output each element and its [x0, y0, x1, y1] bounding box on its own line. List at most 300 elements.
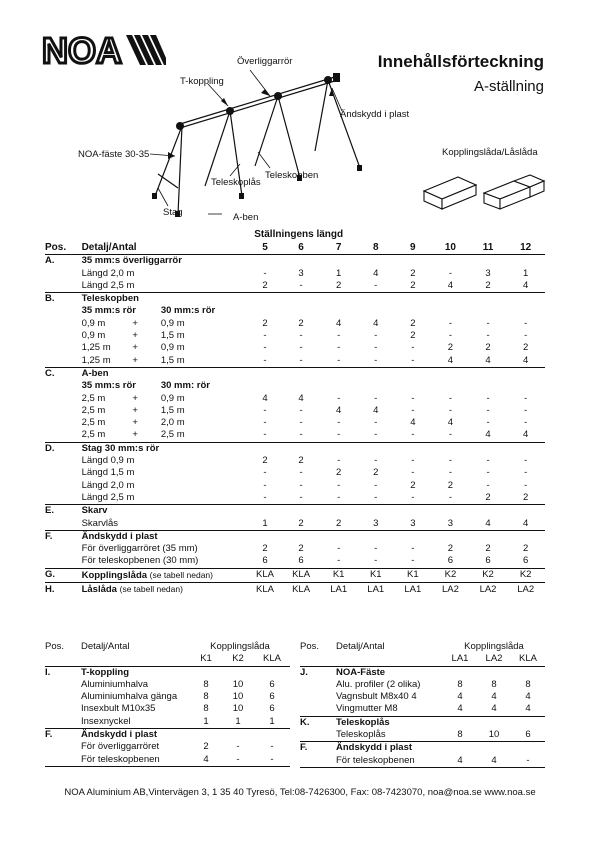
- table-row: [300, 742, 545, 755]
- empty-cell: [190, 666, 222, 679]
- empty-cell: [431, 442, 470, 455]
- value-cell: -: [270, 741, 274, 753]
- value-cell: -: [263, 491, 267, 503]
- value-cell: -: [524, 330, 528, 342]
- value-cell: 3: [410, 517, 416, 529]
- value-cell: -: [270, 753, 274, 765]
- value-cell: -: [263, 479, 267, 491]
- size-b: 1,5 m: [160, 354, 185, 366]
- sub-header: 30 mm:s rör: [160, 305, 216, 317]
- group-title: [82, 583, 249, 597]
- col-header: LA2: [485, 653, 503, 665]
- value-cell: -: [374, 543, 378, 555]
- value-cell: 4: [203, 753, 209, 765]
- table-row: [300, 666, 545, 679]
- empty-cell: [470, 305, 507, 317]
- empty-cell: [282, 380, 321, 392]
- page-title: Innehållsförteckning: [377, 52, 544, 71]
- value-cell: KLA: [248, 568, 282, 582]
- group-title: A-ben: [82, 367, 249, 380]
- value-cell: -: [263, 342, 267, 354]
- empty-cell: [282, 530, 321, 543]
- empty-cell: [506, 293, 545, 306]
- table-row: [45, 330, 545, 342]
- row-label: Längd 1,5 m: [81, 467, 135, 479]
- empty-cell: [45, 741, 81, 753]
- length-col: 10: [444, 242, 456, 253]
- pos-cell: I.: [45, 666, 81, 679]
- empty-cell: [431, 305, 470, 317]
- value-cell: K2: [506, 568, 545, 582]
- page-subtitle: A-ställning: [473, 78, 544, 95]
- empty-cell: [470, 530, 507, 543]
- length-col: 6: [298, 242, 304, 253]
- empty-cell: [431, 530, 470, 543]
- col-header: K1: [200, 653, 212, 665]
- value-cell: -: [448, 455, 453, 467]
- value-cell: -: [486, 317, 490, 329]
- row-label: Längd 2,5 m: [81, 279, 135, 291]
- empty-cell: [45, 455, 82, 467]
- value-cell: -: [486, 467, 490, 479]
- value-cell: -: [263, 404, 267, 416]
- value-cell: 8: [457, 678, 463, 690]
- empty-cell: [45, 355, 82, 368]
- pos-header: Pos.: [45, 242, 67, 253]
- label-andskydd: Ändskydd i plast: [340, 109, 410, 120]
- row-label: Skarvlås: [81, 517, 119, 529]
- value-cell: 4: [491, 691, 497, 703]
- value-cell: 2: [298, 543, 304, 555]
- value-cell: 4: [485, 354, 491, 366]
- empty-cell: [45, 716, 81, 729]
- value-cell: -: [448, 467, 453, 479]
- sub-header: 35 mm:s rör: [81, 380, 136, 392]
- value-cell: 2: [523, 491, 529, 503]
- value-cell: -: [299, 330, 303, 342]
- empty-cell: [470, 380, 507, 392]
- value-cell: 3: [298, 267, 304, 279]
- row-label: Insexnyckel: [81, 715, 131, 727]
- value-cell: 2: [262, 455, 268, 467]
- group-title-text: Kopplingslåda: [81, 569, 148, 581]
- empty-cell: [248, 305, 282, 317]
- value-cell: 2: [410, 279, 416, 291]
- value-cell: -: [524, 317, 528, 329]
- pos-cell: G.: [45, 568, 82, 582]
- empty-cell: [300, 767, 336, 768]
- empty-cell: [511, 767, 545, 768]
- value-cell: 2: [447, 342, 454, 354]
- empty-cell: [431, 505, 470, 518]
- value-cell: -: [524, 417, 528, 429]
- value-cell: 2: [203, 741, 209, 753]
- pos-cell: F.: [45, 729, 81, 742]
- value-cell: 2: [523, 342, 529, 354]
- size-b: 0,9 m: [160, 317, 185, 329]
- table-row: [45, 530, 545, 543]
- value-cell: KLA: [282, 568, 321, 582]
- plus-sign: +: [132, 392, 138, 404]
- row-label: Längd 2,5 m: [81, 491, 135, 503]
- table-row: [45, 480, 545, 492]
- value-cell: 1: [262, 517, 268, 529]
- table-row: [45, 367, 545, 380]
- pos-cell: E.: [45, 505, 82, 518]
- value-cell: -: [337, 555, 341, 567]
- value-cell: 10: [232, 703, 244, 715]
- value-cell: -: [448, 491, 453, 503]
- value-cell: LA1: [395, 583, 432, 597]
- value-cell: -: [524, 467, 528, 479]
- empty-cell: [45, 330, 82, 342]
- empty-cell: [336, 653, 443, 666]
- value-cell: 6: [525, 729, 531, 741]
- empty-cell: [470, 442, 507, 455]
- value-cell: -: [299, 417, 303, 429]
- main-table: [45, 229, 545, 596]
- table-row: [45, 268, 545, 280]
- value-cell: 4: [523, 429, 529, 441]
- value-cell: 10: [232, 691, 244, 703]
- empty-cell: [320, 530, 357, 543]
- empty-cell: [282, 505, 321, 518]
- value-cell: 4: [373, 317, 379, 329]
- section-title: T-koppling: [81, 666, 190, 679]
- value-cell: 2: [447, 543, 454, 555]
- label-teleskopben: Teleskopben: [265, 170, 319, 181]
- value-cell: K1: [357, 568, 395, 582]
- value-cell: 4: [410, 417, 416, 429]
- value-cell: 2: [447, 479, 454, 491]
- row-label: För teleskopbenen (30 mm): [81, 555, 199, 567]
- pos-cell: C.: [45, 367, 82, 380]
- value-cell: 6: [523, 555, 529, 567]
- value-cell: -: [374, 354, 378, 366]
- group-title: Teleskopben: [82, 293, 249, 306]
- detail-header: Detalj/Antal: [81, 641, 130, 652]
- value-cell: 2: [298, 517, 304, 529]
- value-cell: -: [448, 317, 453, 329]
- value-cell: -: [299, 467, 303, 479]
- value-cell: -: [337, 429, 341, 441]
- empty-cell: [300, 653, 336, 666]
- section-title: Ändskydd i plast: [336, 742, 443, 755]
- value-cell: -: [448, 330, 453, 342]
- value-cell: 4: [447, 354, 454, 366]
- empty-cell: [357, 305, 395, 317]
- empty-cell: [320, 367, 357, 380]
- value-cell: 2: [410, 317, 416, 329]
- value-cell: 4: [262, 392, 268, 404]
- row-label: För överliggarröret: [81, 741, 160, 753]
- value-cell: LA2: [470, 583, 507, 597]
- empty-cell: [477, 666, 511, 679]
- value-cell: -: [524, 455, 528, 467]
- length-col: 5: [262, 242, 268, 253]
- empty-cell: [45, 703, 81, 715]
- value-cell: 1: [203, 715, 209, 727]
- empty-cell: [395, 530, 432, 543]
- empty-cell: [282, 367, 321, 380]
- length-header: Ställningens längd: [254, 229, 344, 241]
- empty-cell: [282, 255, 321, 268]
- empty-cell: [443, 666, 477, 679]
- table-row: [300, 691, 545, 703]
- main-table-body: [45, 255, 545, 597]
- value-cell: 4: [491, 754, 497, 766]
- empty-cell: [506, 367, 545, 380]
- size-b: 0,9 m: [160, 342, 185, 354]
- empty-cell: [506, 442, 545, 455]
- empty-cell: [254, 729, 290, 742]
- value-cell: 2: [262, 543, 268, 555]
- empty-cell: [45, 380, 82, 392]
- table-row: [45, 280, 545, 293]
- table-row: [45, 393, 545, 405]
- empty-cell: [45, 342, 82, 354]
- value-cell: K2: [470, 568, 507, 582]
- a-frame-diagram: [70, 56, 430, 231]
- plus-sign: +: [132, 429, 138, 441]
- value-cell: 8: [203, 703, 209, 715]
- empty-cell: [431, 367, 470, 380]
- empty-cell: [45, 429, 82, 442]
- sub-header: 30 mm: rör: [160, 380, 210, 392]
- value-cell: 4: [447, 417, 454, 429]
- table-row: [45, 653, 290, 666]
- empty-cell: [357, 530, 395, 543]
- value-cell: -: [486, 479, 490, 491]
- table-row: [45, 568, 545, 582]
- size-a: 2,5 m: [81, 417, 106, 429]
- value-cell: 4: [525, 691, 531, 703]
- section-title: Teleskoplås: [336, 716, 443, 729]
- value-cell: -: [337, 342, 341, 354]
- size-b: 2,5 m: [160, 429, 185, 441]
- empty-cell: [222, 766, 254, 767]
- value-cell: 4: [447, 279, 454, 291]
- table-row: [45, 543, 545, 555]
- value-cell: 2: [410, 267, 416, 279]
- value-cell: -: [374, 417, 378, 429]
- empty-cell: [45, 480, 82, 492]
- value-cell: 1: [523, 267, 529, 279]
- empty-cell: [282, 293, 321, 306]
- empty-cell: [45, 518, 82, 531]
- value-cell: 4: [373, 404, 379, 416]
- empty-cell: [81, 766, 190, 767]
- empty-cell: [395, 305, 432, 317]
- value-cell: -: [448, 404, 453, 416]
- row-label: För teleskopbenen: [81, 753, 160, 765]
- empty-cell: [190, 729, 222, 742]
- empty-cell: [357, 380, 395, 392]
- value-cell: -: [374, 392, 378, 404]
- empty-cell: [45, 417, 82, 429]
- empty-cell: [248, 505, 282, 518]
- empty-cell: [45, 653, 81, 666]
- label-a-ben: A-ben: [233, 212, 259, 223]
- label-kopplingslada: Kopplingslåda/Låslåda: [442, 147, 538, 158]
- empty-cell: [431, 255, 470, 268]
- empty-cell: [395, 380, 432, 392]
- empty-cell: [320, 305, 357, 317]
- empty-cell: [320, 505, 357, 518]
- value-cell: 4: [523, 279, 529, 291]
- col-header: KLA: [263, 653, 281, 665]
- table-row: [300, 703, 545, 716]
- empty-cell: [395, 367, 432, 380]
- pos-cell: F.: [45, 530, 82, 543]
- pos-header: Pos.: [45, 641, 65, 652]
- value-cell: 2: [336, 517, 342, 529]
- value-cell: -: [486, 404, 490, 416]
- sub-header: 35 mm:s rör: [81, 305, 136, 317]
- pos-cell: H.: [45, 583, 82, 597]
- empty-cell: [248, 293, 282, 306]
- size-a: 2,5 m: [81, 404, 106, 416]
- label-teleskoplas: Teleskoplås: [211, 177, 261, 188]
- value-cell: 2: [336, 467, 342, 479]
- value-cell: 2: [485, 342, 491, 354]
- kopplingslada-body: [45, 641, 290, 767]
- empty-cell: [511, 666, 545, 679]
- value-cell: 8: [203, 691, 209, 703]
- size-b: 2,0 m: [160, 417, 185, 429]
- value-cell: -: [526, 754, 530, 766]
- value-cell: 3: [447, 517, 454, 529]
- detail-header: Detalj/Antal: [336, 641, 385, 652]
- box-illustration: [418, 163, 548, 218]
- value-cell: -: [448, 267, 453, 279]
- value-cell: KLA: [248, 583, 282, 597]
- value-cell: 4: [485, 517, 491, 529]
- value-cell: 4: [457, 754, 463, 766]
- size-a: 2,5 m: [81, 429, 106, 441]
- value-cell: -: [411, 354, 415, 366]
- group-header: Kopplingslåda: [210, 641, 270, 652]
- value-cell: 2: [373, 467, 379, 479]
- value-cell: 4: [336, 404, 342, 416]
- pos-cell: J.: [300, 666, 336, 679]
- table-row: [45, 305, 545, 317]
- empty-cell: [45, 280, 82, 293]
- value-cell: -: [411, 404, 415, 416]
- value-cell: K2: [431, 568, 470, 582]
- label-t-koppling: T-koppling: [180, 76, 224, 87]
- empty-cell: [477, 742, 511, 755]
- size-a: 0,9 m: [81, 330, 106, 342]
- value-cell: 2: [523, 543, 529, 555]
- empty-cell: [45, 305, 82, 317]
- empty-cell: [254, 766, 290, 767]
- value-cell: 2: [485, 543, 491, 555]
- value-cell: 4: [485, 429, 491, 441]
- value-cell: 4: [336, 317, 342, 329]
- empty-cell: [222, 666, 254, 679]
- table-row: [45, 293, 545, 306]
- pos-cell: B.: [45, 293, 82, 306]
- length-col: 9: [410, 242, 416, 253]
- value-cell: 2: [410, 479, 416, 491]
- empty-cell: [248, 380, 282, 392]
- empty-cell: [45, 405, 82, 417]
- group-title: Skarv: [82, 505, 249, 518]
- empty-cell: [282, 442, 321, 455]
- length-col: 7: [335, 242, 342, 253]
- size-b: 1,5 m: [160, 330, 185, 342]
- pos-header: Pos.: [300, 641, 320, 652]
- value-cell: LA2: [431, 583, 470, 597]
- plus-sign: +: [132, 330, 138, 342]
- empty-cell: [395, 442, 432, 455]
- empty-cell: [45, 492, 82, 505]
- value-cell: -: [337, 330, 341, 342]
- footer: NOA Aluminium AB,Vintervägen 3, 1 35 40 Tyresö, Tel:08-7426300, Fax: 08-7423070, noa@noa.se www.noa.se: [64, 787, 536, 798]
- empty-cell: [477, 767, 511, 768]
- table-row: [45, 405, 545, 417]
- col-header: LA1: [451, 653, 469, 665]
- row-label: Vagnsbult M8x40 4: [336, 691, 417, 703]
- value-cell: 6: [485, 555, 491, 567]
- table-row: [300, 755, 545, 768]
- empty-cell: [45, 691, 81, 703]
- group-title: 35 mm:s överliggarrör: [82, 255, 249, 268]
- section-title: Ändskydd i plast: [81, 729, 190, 742]
- table-row: [45, 417, 545, 429]
- empty-cell: [300, 755, 336, 768]
- value-cell: KLA: [282, 583, 321, 597]
- value-cell: -: [486, 330, 490, 342]
- table-row: [45, 380, 545, 392]
- value-cell: 8: [491, 678, 497, 690]
- table-row: [45, 741, 290, 753]
- row-label: Insexbult M10x35: [81, 703, 156, 715]
- value-cell: -: [337, 479, 341, 491]
- table-row: [45, 492, 545, 505]
- value-cell: K1: [395, 568, 432, 582]
- value-cell: -: [486, 417, 490, 429]
- table-row: [45, 666, 290, 679]
- value-cell: -: [411, 392, 415, 404]
- empty-cell: [300, 729, 336, 742]
- value-cell: 6: [262, 555, 268, 567]
- value-cell: -: [299, 479, 303, 491]
- group-title-text: Låslåda: [81, 584, 117, 596]
- table-row: [45, 754, 290, 767]
- empty-cell: [45, 318, 82, 330]
- value-cell: -: [411, 555, 415, 567]
- value-cell: -: [299, 491, 303, 503]
- value-cell: 1: [336, 267, 342, 279]
- value-cell: -: [374, 429, 378, 441]
- value-cell: -: [337, 543, 341, 555]
- empty-cell: [300, 691, 336, 703]
- value-cell: -: [337, 417, 341, 429]
- empty-cell: [470, 367, 507, 380]
- value-cell: 8: [525, 678, 531, 690]
- empty-cell: [45, 766, 81, 767]
- row-label: Längd 2,0 m: [81, 479, 135, 491]
- value-cell: -: [524, 404, 528, 416]
- value-cell: -: [374, 279, 378, 291]
- value-cell: -: [374, 555, 378, 567]
- laslada-table: [300, 641, 545, 768]
- size-a: 2,5 m: [81, 392, 106, 404]
- kopplingslada-table: [45, 641, 290, 767]
- empty-cell: [45, 754, 81, 767]
